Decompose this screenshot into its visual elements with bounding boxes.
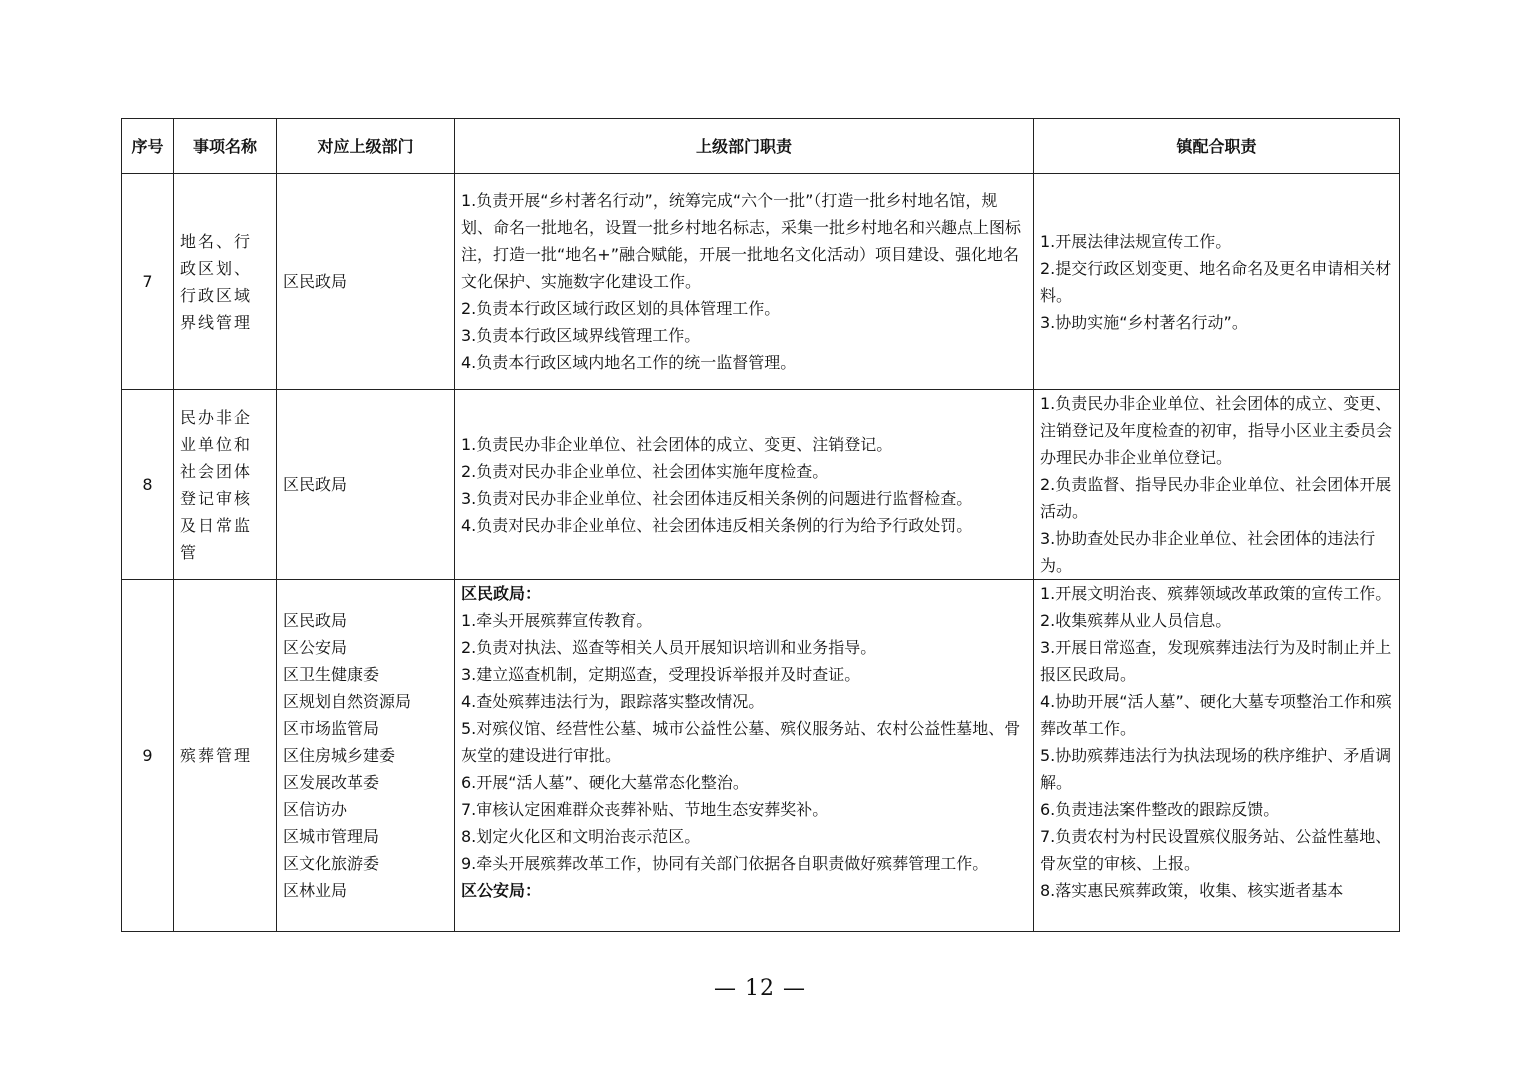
dept-name: 区信访办: [283, 800, 348, 819]
town-item: 1.开展法律法规宣传工作。: [1040, 231, 1232, 251]
header-dept: 对应上级部门: [277, 119, 455, 174]
duty-item: 6.开展“活人墓”、硬化大墓常态化整治。: [461, 773, 749, 792]
dept-name: 区民政局: [283, 272, 348, 291]
table-row: [122, 580, 1400, 932]
item-name: 民办非企业单位和社会团体登记审核及日常监管: [174, 390, 277, 580]
town-item: 4.协助开展“活人墓”、硬化大墓专项整治工作和殡葬改革工作。: [1040, 692, 1392, 738]
header-row: [122, 119, 1400, 174]
town-item: 8.落实惠民殡葬政策，收集、核实逝者基本: [1040, 881, 1344, 900]
duty-item: 4.查处殡葬违法行为，跟踪落实整改情况。: [461, 692, 765, 711]
duty-item: 3.负责对民办非企业单位、社会团体违反相关条例的问题进行监督检查。: [461, 488, 973, 508]
town-cell: [1034, 580, 1400, 932]
town-item: 3.协助实施“乡村著名行动”。: [1040, 312, 1248, 332]
row-number: 9: [122, 580, 174, 932]
dept-cell: [277, 580, 455, 932]
town-item: 2.提交行政区划变更、地名命名及更名申请相关材料。: [1040, 258, 1392, 305]
town-cell: [1034, 174, 1400, 390]
duty-item: 2.负责本行政区域行政区划的具体管理工作。: [461, 299, 781, 318]
duty-item: 3.负责本行政区域界线管理工作。: [461, 326, 701, 345]
dept-cell: [277, 390, 455, 580]
duty-item: 2.负责对执法、巡查等相关人员开展知识培训和业务指导。: [461, 638, 877, 657]
row-number: 7: [122, 174, 174, 390]
duty-cell: [455, 580, 1034, 932]
town-item: 1.开展文明治丧、殡葬领域改革政策的宣传工作。: [1040, 584, 1392, 603]
duty-item: 4.负责本行政区域内地名工作的统一监督管理。: [461, 353, 797, 372]
dept-name: 区民政局: [283, 475, 348, 494]
dept-name: 区城市管理局: [283, 827, 380, 846]
duty-item: 2.负责对民办非企业单位、社会团体实施年度检查。: [461, 461, 829, 481]
duty-item: 3.建立巡查机制，定期巡查，受理投诉举报并及时查证。: [461, 665, 861, 684]
duty-item: 7.审核认定困难群众丧葬补贴、节地生态安葬奖补。: [461, 800, 829, 819]
duty-section-heading: 区民政局：: [461, 584, 542, 603]
town-item: 2.收集殡葬从业人员信息。: [1040, 611, 1232, 630]
duty-item: 4.负责对民办非企业单位、社会团体违反相关条例的行为给予行政处罚。: [461, 515, 973, 535]
town-item: 1.负责民办非企业单位、社会团体的成立、变更、注销登记及年度检查的初审，指导小区业主委员会办理民办非企业单位登记。: [1040, 394, 1393, 467]
dept-name: 区规划自然资源局: [283, 692, 412, 711]
town-item: 6.负责违法案件整改的跟踪反馈。: [1040, 800, 1280, 819]
duty-table: [121, 118, 1400, 932]
header-duty: 上级部门职责: [455, 119, 1034, 174]
dept-name: 区公安局: [283, 638, 348, 657]
town-cell: [1034, 390, 1400, 580]
duty-cell: [455, 390, 1034, 580]
town-item: 7.负责农村为村民设置殡仪服务站、公益性墓地、骨灰堂的审核、上报。: [1040, 827, 1392, 873]
header-item: 事项名称: [174, 119, 277, 174]
header-no: 序号: [122, 119, 174, 174]
dept-name: 区卫生健康委: [283, 665, 380, 684]
item-name: 殡葬管理: [174, 580, 277, 932]
duty-item: 1.牵头开展殡葬宣传教育。: [461, 611, 653, 630]
dept-name: 区住房城乡建委: [283, 746, 396, 765]
town-item: 2.负责监督、指导民办非企业单位、社会团体开展活动。: [1040, 475, 1392, 521]
row-number: 8: [122, 390, 174, 580]
dept-name: 区林业局: [283, 881, 348, 900]
town-item: 5.协助殡葬违法行为执法现场的秩序维护、矛盾调解。: [1040, 746, 1392, 792]
town-item: 3.协助查处民办非企业单位、社会团体的违法行为。: [1040, 529, 1376, 575]
duty-item: 1.负责开展“乡村著名行动”，统筹完成“六个一批”（打造一批乡村地名馆，规划、命名一批地名，设置一批乡村地名标志，采集一批乡村地名和兴趣点上图标注，打造一批“地名+”融合赋能，开展一批地名文化活动）项目建设、强化地名文化保护、实施数字化建设工作。: [461, 191, 1022, 291]
table-row: [122, 390, 1400, 580]
duty-item: 9.牵头开展殡葬改革工作，协同有关部门依据各自职责做好殡葬管理工作。: [461, 854, 989, 873]
duty-section-heading: 区公安局：: [461, 881, 542, 900]
item-name: 地名、行政区划、行政区域界线管理: [174, 174, 277, 390]
town-item: 3.开展日常巡查，发现殡葬违法行为及时制止并上报区民政局。: [1040, 638, 1392, 684]
duty-item: 8.划定火化区和文明治丧示范区。: [461, 827, 701, 846]
dept-cell: [277, 174, 455, 390]
table-row: [122, 174, 1400, 390]
header-town: 镇配合职责: [1034, 119, 1400, 174]
dept-name: 区民政局: [283, 611, 348, 630]
dept-name: 区市场监管局: [283, 719, 380, 738]
dept-name: 区文化旅游委: [283, 854, 380, 873]
duty-item: 1.负责民办非企业单位、社会团体的成立、变更、注销登记。: [461, 434, 893, 454]
duty-item: 5.对殡仪馆、经营性公墓、城市公益性公墓、殡仪服务站、农村公益性墓地、骨灰堂的建设进行审批。: [461, 719, 1021, 765]
page-number: — 12 —: [714, 976, 806, 1001]
dept-name: 区发展改革委: [283, 773, 380, 792]
duty-cell: [455, 174, 1034, 390]
